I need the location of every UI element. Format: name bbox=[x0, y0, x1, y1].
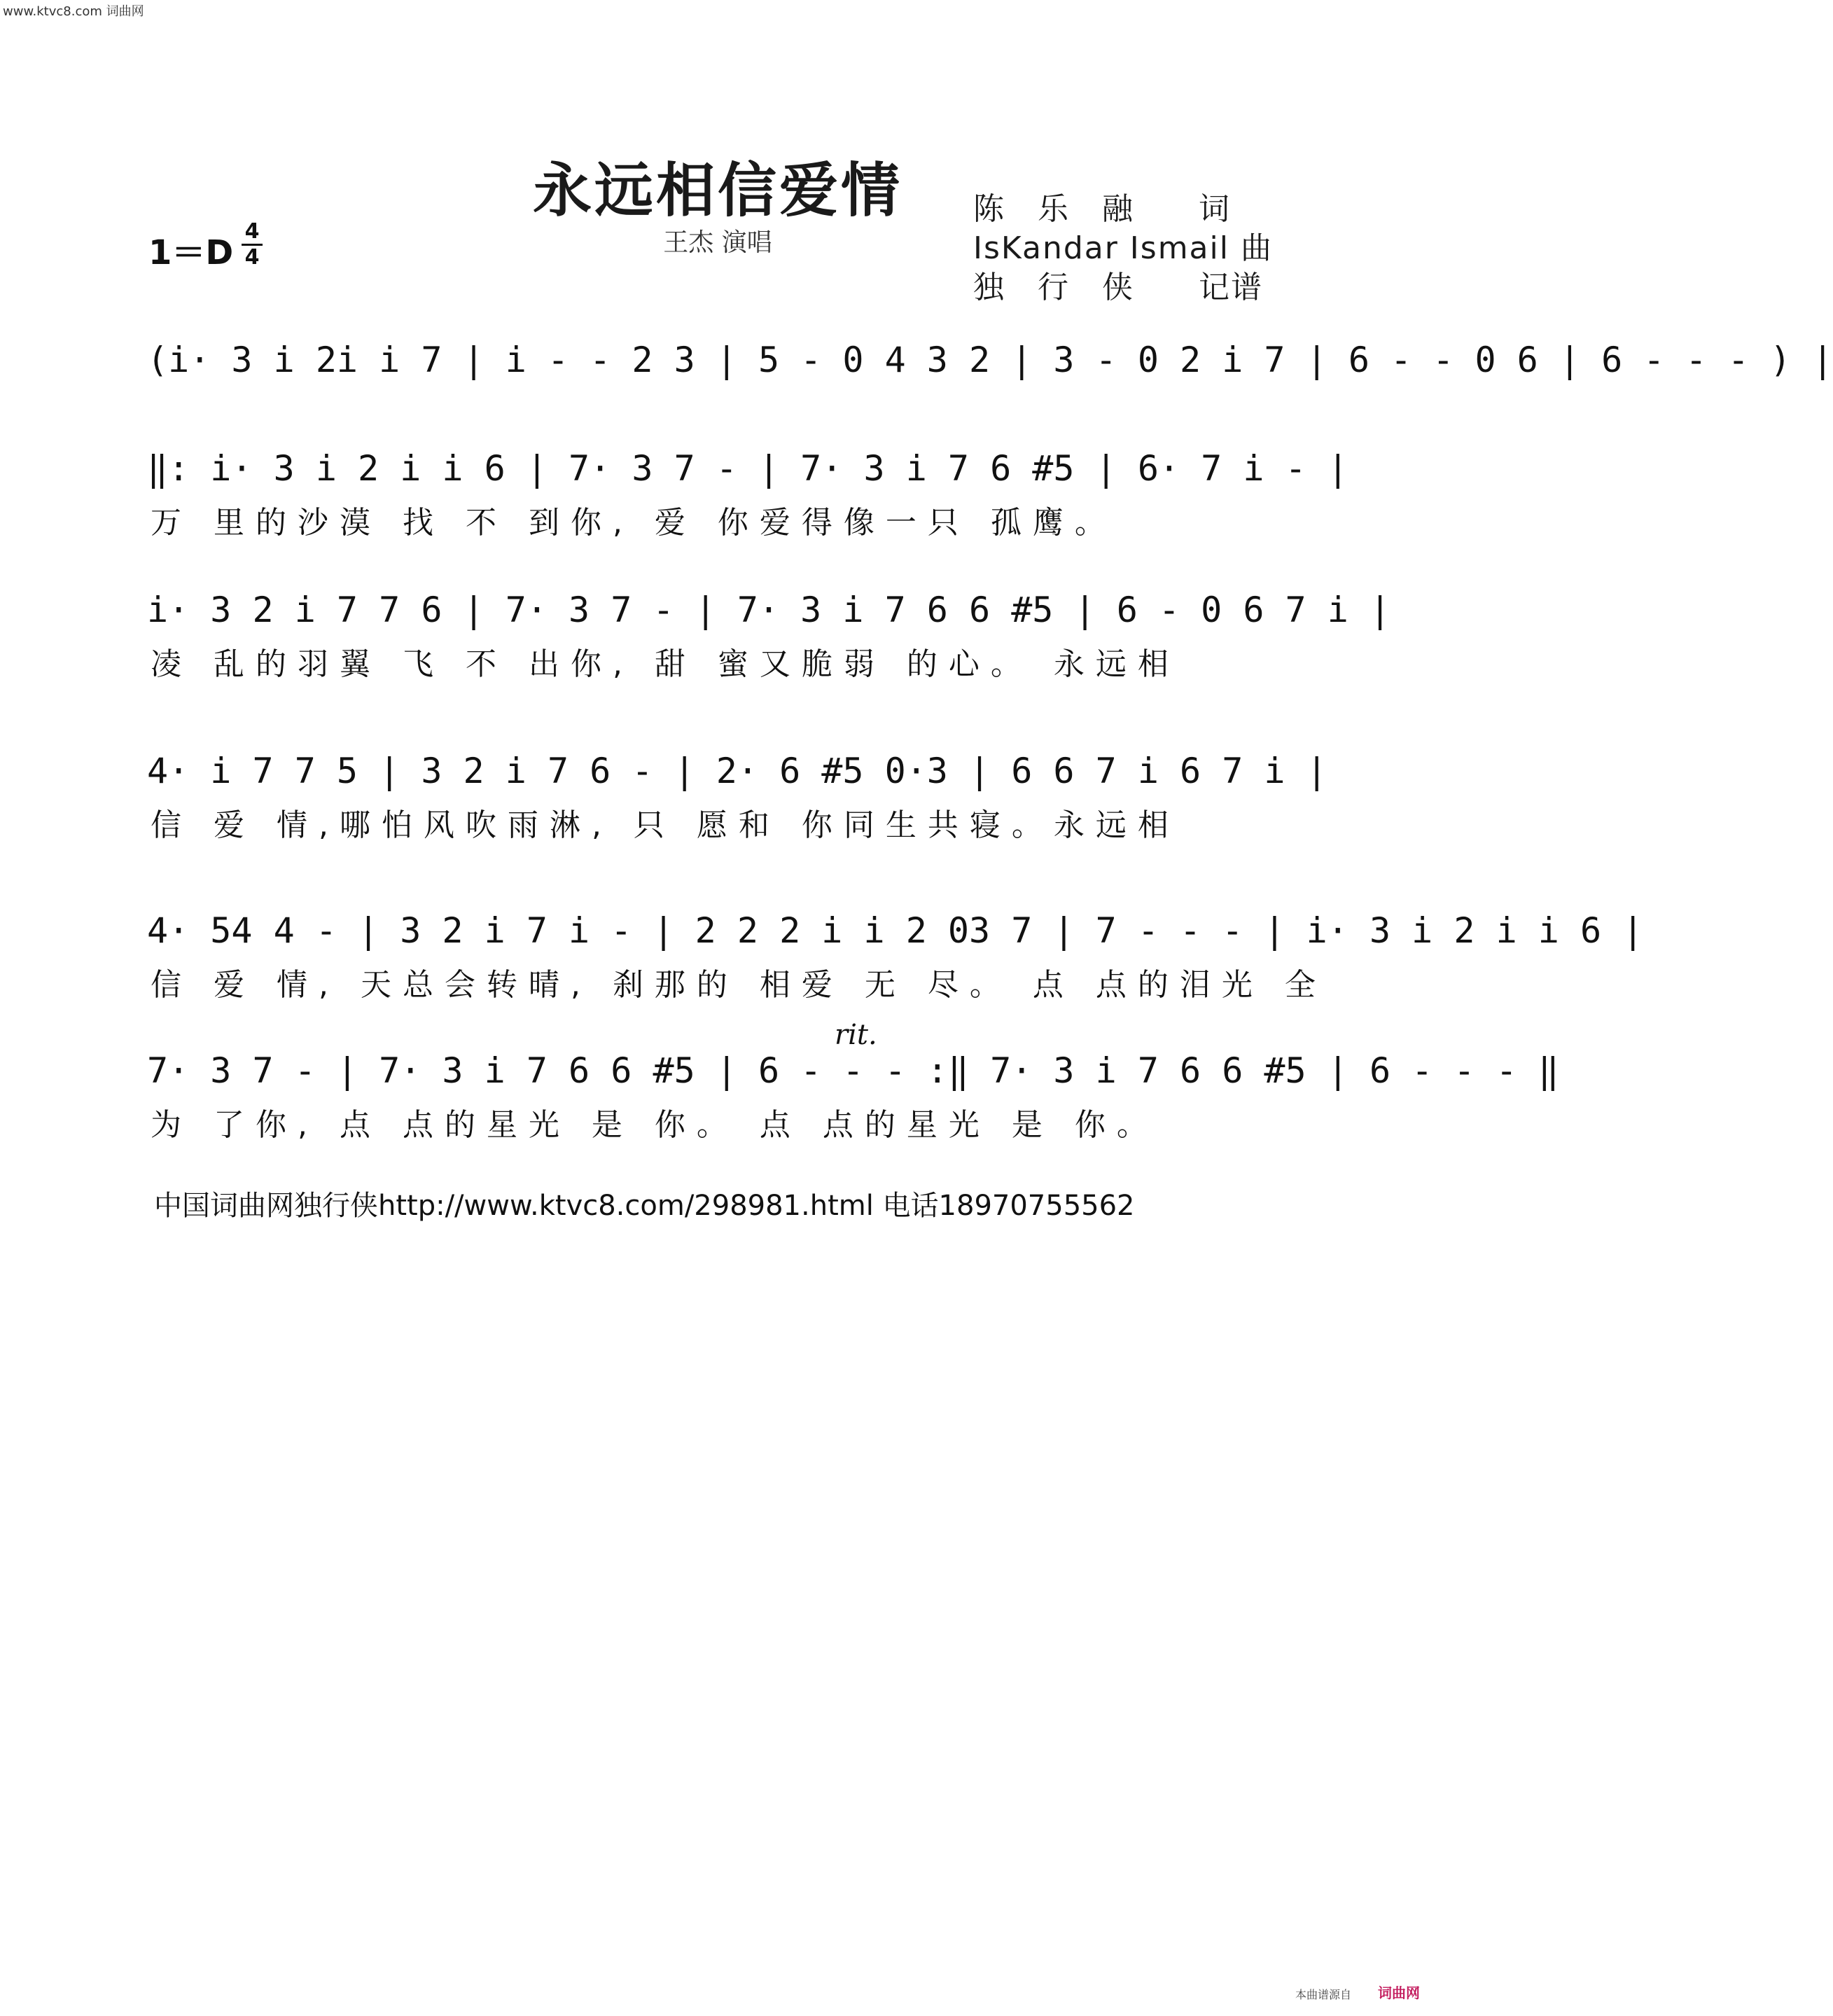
lyricist-credit: 陈 乐 融 词 bbox=[973, 191, 1231, 227]
time-signature bbox=[242, 221, 263, 268]
left-watermark-strip bbox=[4, 28, 14, 1989]
notator-credit: 独 行 侠 记谱 bbox=[973, 270, 1263, 305]
site-label: www.ktvc8.com 词曲网 bbox=[3, 4, 144, 19]
song-title: 永远相信爱情 bbox=[532, 156, 902, 225]
lyrics-row-5: 信 爱 情, 天总会转晴, 刹那的 相爱 无 尽。 点 点的泪光 全 bbox=[151, 967, 1327, 1003]
singer-credit: 王杰 演唱 bbox=[663, 228, 772, 257]
score-row-6: 7· 3 7 - | 7· 3 i 7 6 6 #5 | 6 - - - :‖ 7· 3 i 7 6 6 #5 | 6 - - - ‖ bbox=[147, 1050, 1559, 1091]
score-row-2: ‖: i· 3 i 2 i i 6 | 7· 3 7 - | 7· 3 i 7 6 #5 | 6· 7 i - | bbox=[147, 448, 1348, 489]
key-signature: 1＝D bbox=[148, 233, 234, 272]
score-row-3: i· 3 2 i 7 7 6 | 7· 3 7 - | 7· 3 i 7 6 6 #5 | 6 - 0 6 7 i | bbox=[147, 590, 1391, 630]
time-signature-unit: 4 bbox=[244, 245, 260, 270]
lyrics-row-4: 信 爱 情,哪怕风吹雨淋, 只 愿和 你同生共寝。永远相 bbox=[151, 807, 1180, 843]
time-signature-beats: 4 bbox=[244, 219, 260, 244]
right-watermark-strip bbox=[1421, 28, 1431, 1989]
score-row-4: 4· i 7 7 5 | 3 2 i 7 6 - | 2· 6 #5 0·3 | 6 6 7 i 6 7 i | bbox=[147, 751, 1327, 791]
score-row-1: (i· 3 i 2i i 7 | i - - 2 3 | 5 - 0 4 3 2 | 3 - 0 2 i 7 | 6 - - 0 6 | 6 - - - ) | bbox=[147, 340, 1833, 380]
lyrics-row-3: 凌 乱的羽翼 飞 不 出你, 甜 蜜又脆弱 的心。 永远相 bbox=[151, 646, 1180, 682]
lyrics-row-6: 为 了你, 点 点的星光 是 你。 点 点的星光 是 你。 bbox=[151, 1107, 1159, 1143]
score-row-5: 4· 54 4 - | 3 2 i 7 i - | 2 2 2 i i 2 03 7 | 7 - - - | i· 3 i 2 i i 6 | bbox=[147, 910, 1644, 951]
lyrics-row-2: 万 里的沙漠 找 不 到你, 爱 你爱得像一只 孤鹰。 bbox=[151, 505, 1117, 541]
source-badge: 本曲谱源自 bbox=[1295, 1988, 1352, 2001]
composer-credit: IsKandar Ismail 曲 bbox=[973, 230, 1273, 266]
ritardando-mark: rit. bbox=[835, 1019, 877, 1051]
site-logo: 词曲网 bbox=[1378, 1984, 1420, 2001]
source-footer: 中国词曲网独行侠http://www.ktvc8.com/298981.html 电话18970755562 bbox=[154, 1190, 1135, 1222]
